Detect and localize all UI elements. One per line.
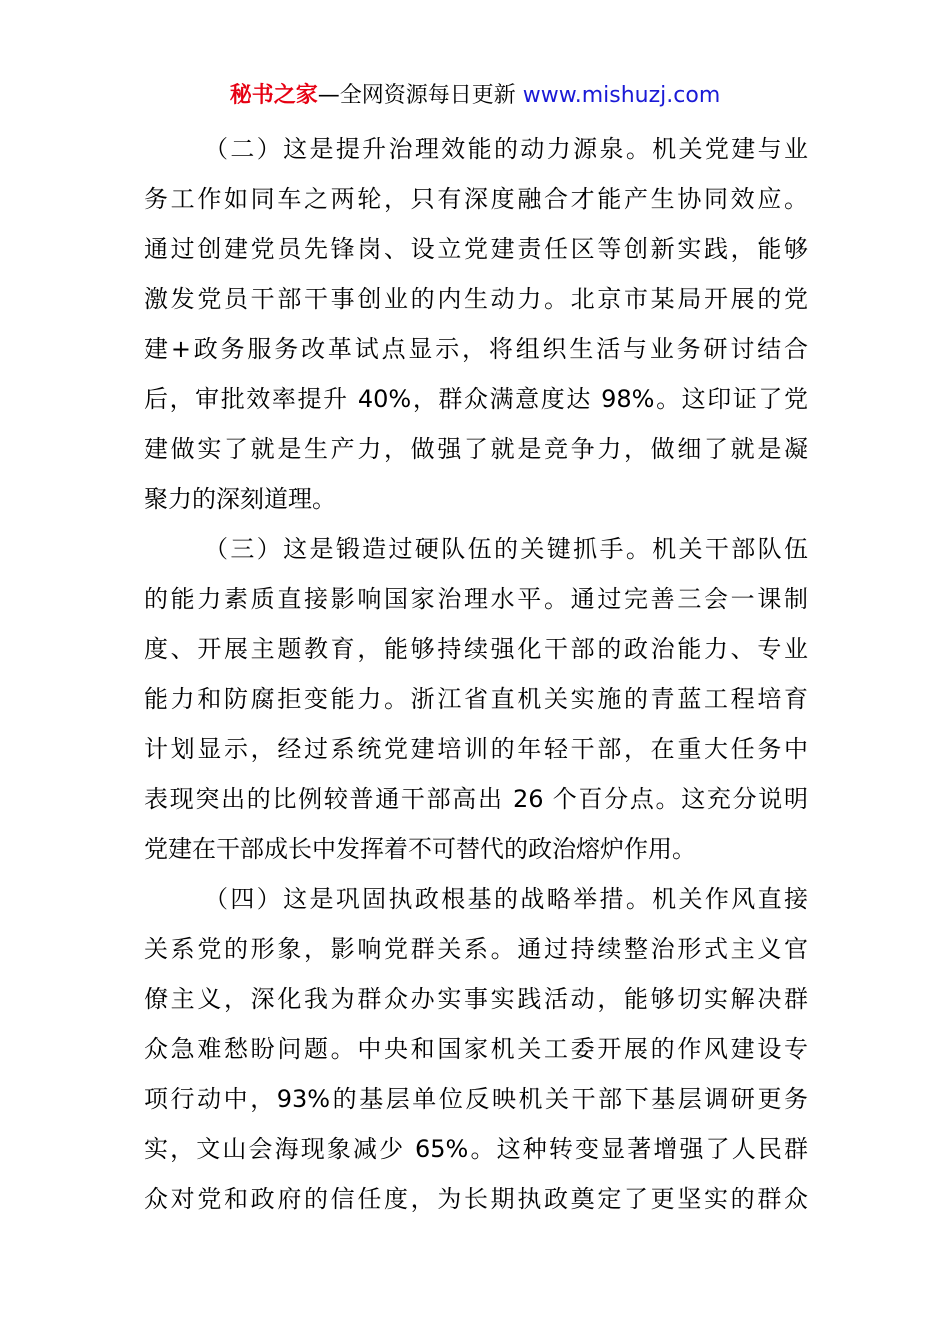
text-line: 能力和防腐拒变能力。浙江省直机关实施的青蓝工程培育 [144,685,808,713]
text-line: 的能力素质直接影响国家治理水平。通过完善三会一课制 [144,585,808,613]
text-line: 关系党的形象，影响党群关系。通过持续整治形式主义官 [144,935,808,963]
text-line: 党建在干部成长中发挥着不可替代的政治熔炉作用。 [144,835,696,863]
text-line: 表现突出的比例较普通干部高出 26 个百分点。这充分说明 [144,785,808,813]
website-link[interactable]: www.mishuzj.com [522,83,721,108]
text-line: 后，审批效率提升 40%，群众满意度达 98%。这印证了党 [144,385,808,413]
text-line: （四）这是巩固执政根基的战略举措。机关作风直接 [204,885,808,913]
page-header [0,80,950,112]
document-body [144,124,808,1224]
text-line: 激发党员干部干事创业的内生动力。北京市某局开展的党 [144,285,808,313]
paragraph-2 [144,124,808,524]
text-line: （三）这是锻造过硬队伍的关键抓手。机关干部队伍 [204,535,808,563]
paragraph-3 [144,524,808,874]
text-line: 建做实了就是生产力，做强了就是竞争力，做细了就是凝 [144,435,808,463]
text-line: 聚力的深刻道理。 [144,485,336,513]
text-line: 实，文山会海现象减少 65%。这种转变显著增强了人民群 [144,1135,808,1163]
text-line: 建+政务服务改革试点显示，将组织生活与业务研讨结合 [144,335,808,363]
text-line: 众急难愁盼问题。中央和国家机关工委开展的作风建设专 [144,1035,808,1063]
text-line: 众对党和政府的信任度，为长期执政奠定了更坚实的群众 [144,1185,808,1213]
text-line: 僚主义，深化我为群众办实事实践活动，能够切实解决群 [144,985,808,1013]
paragraph-4 [144,874,808,1224]
text-line: 项行动中，93%的基层单位反映机关干部下基层调研更务 [144,1085,808,1113]
text-line: 务工作如同车之两轮，只有深度融合才能产生协同效应。 [144,185,808,213]
text-line: 度、开展主题教育，能够持续强化干部的政治能力、专业 [144,635,808,663]
text-line: 通过创建党员先锋岗、设立党建责任区等创新实践，能够 [144,235,808,263]
text-line: （二）这是提升治理效能的动力源泉。机关党建与业 [204,135,808,163]
text-line: 计划显示，经过系统党建培训的年轻干部，在重大任务中 [144,735,808,763]
brand-name: 秘书之家 [229,83,318,108]
header-tagline: —全网资源每日更新 [317,83,523,108]
